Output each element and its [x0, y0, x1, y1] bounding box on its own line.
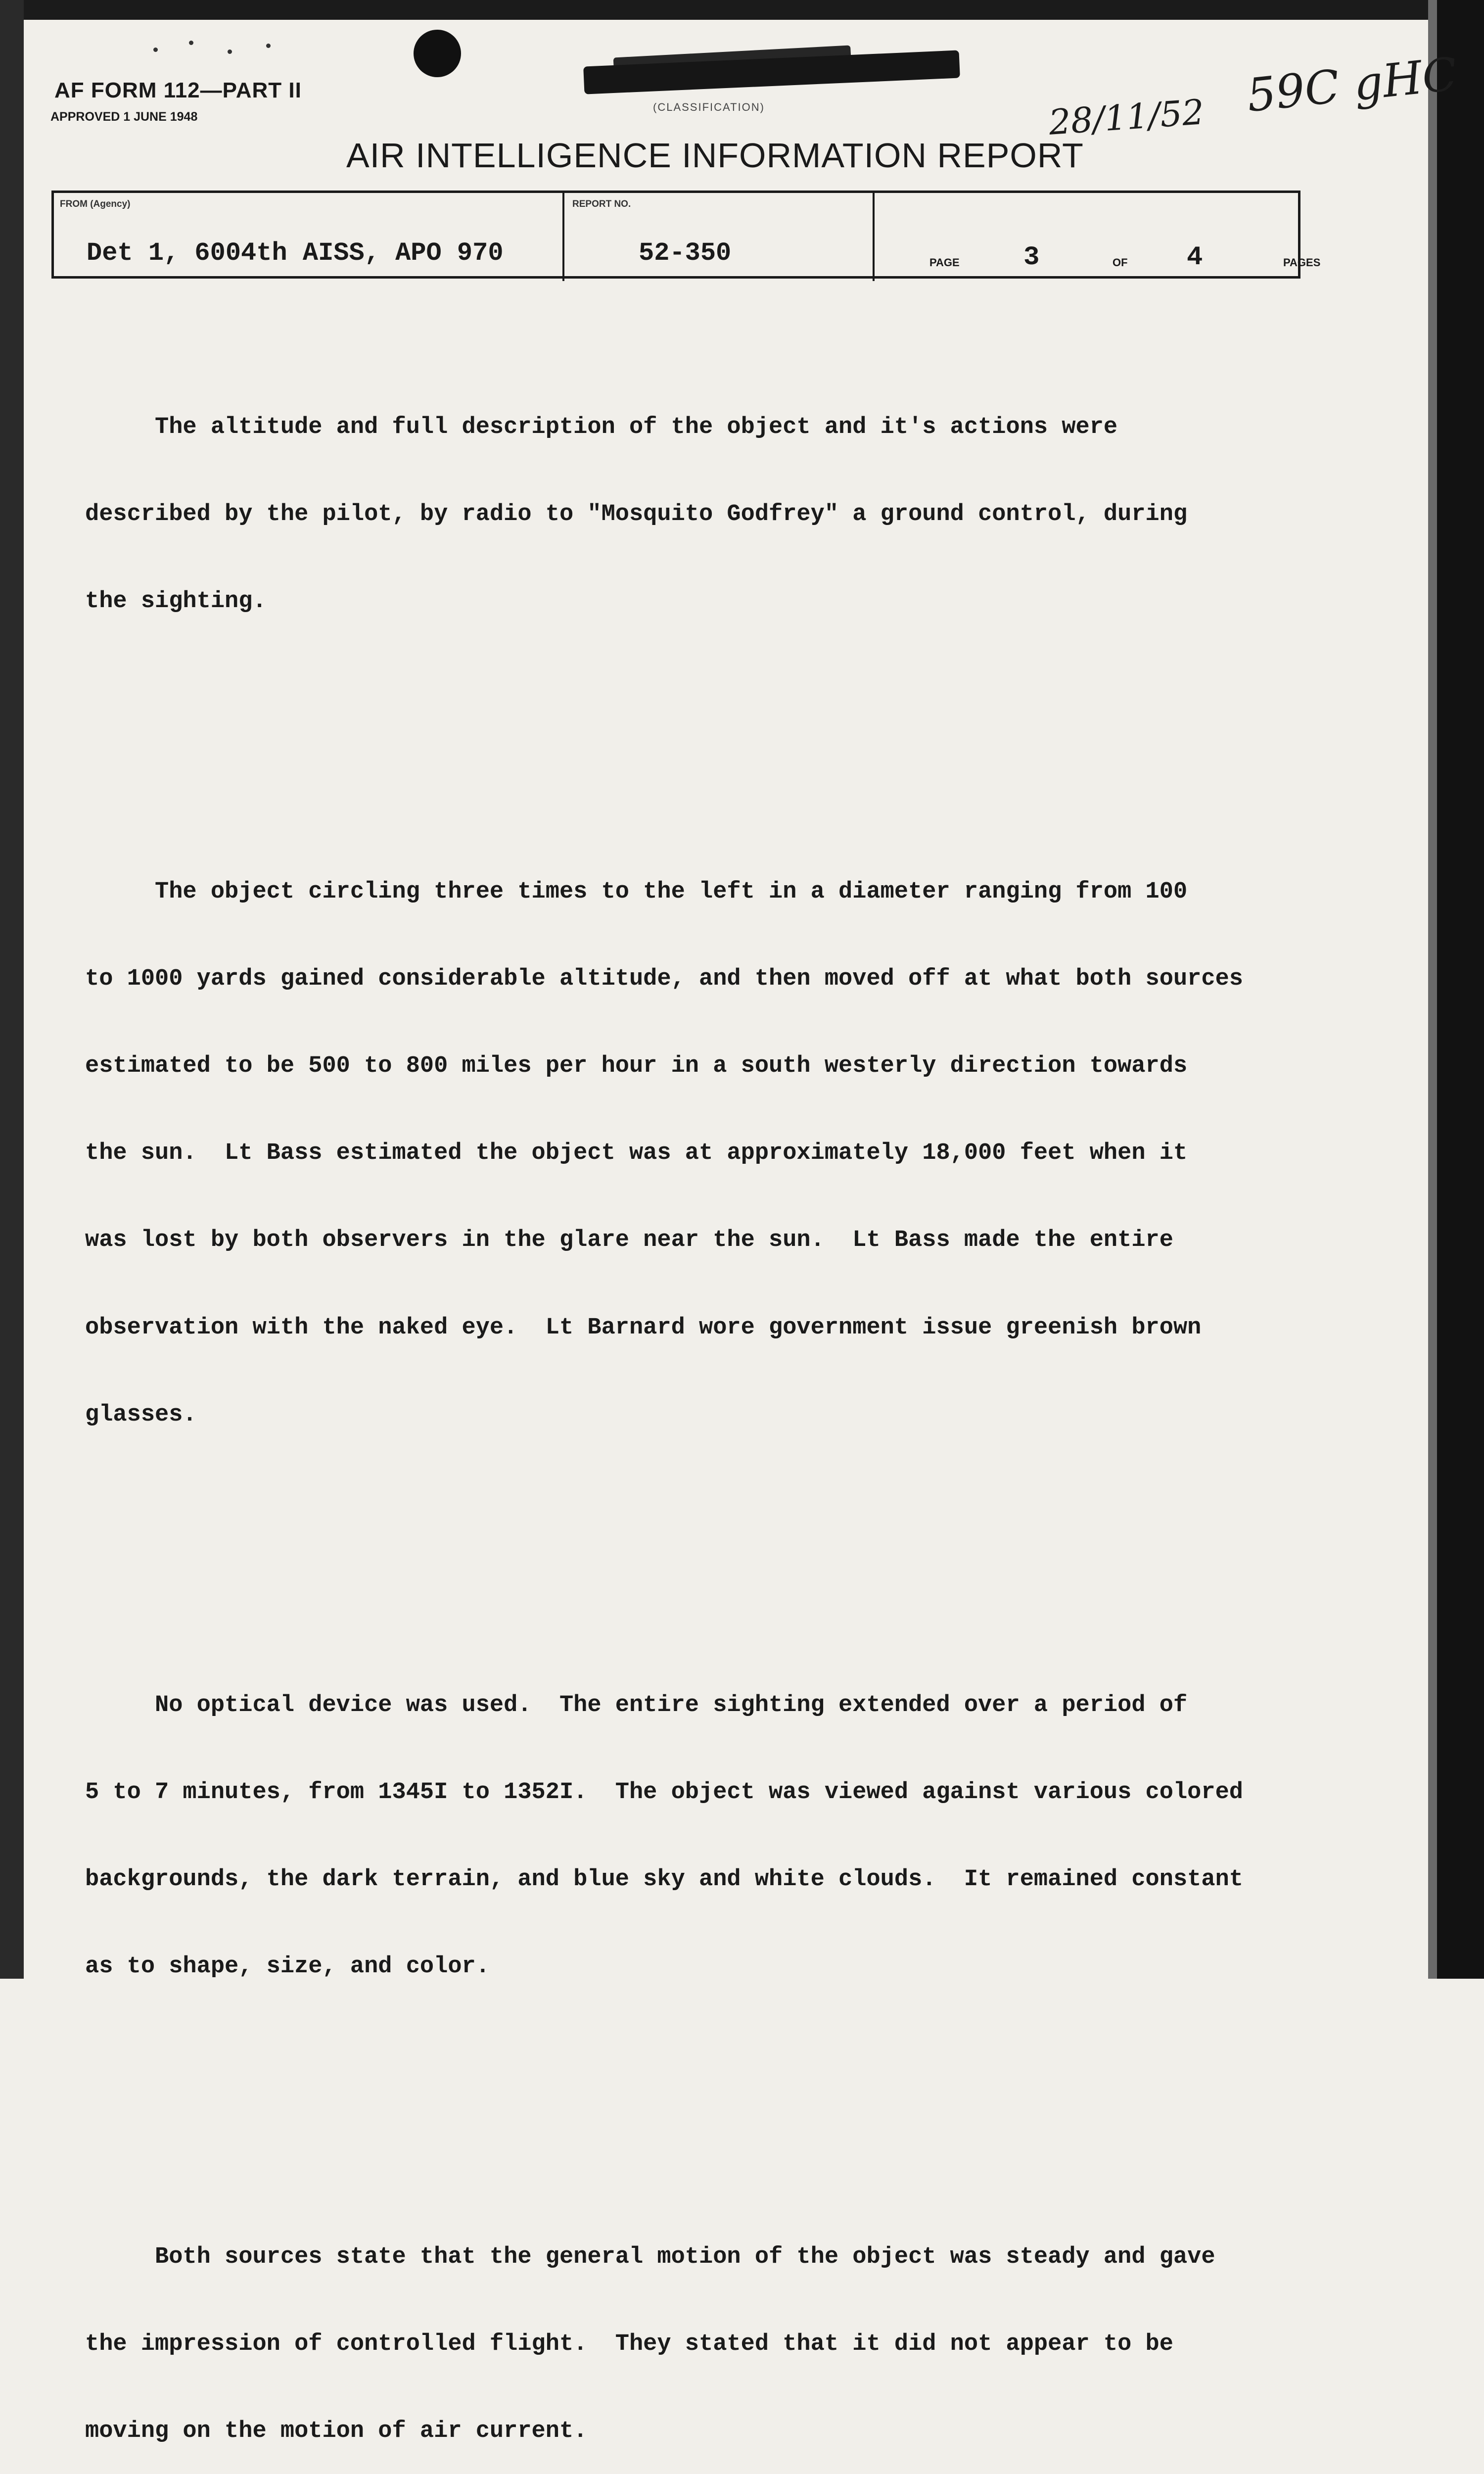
text-line: glasses.	[85, 1401, 197, 1428]
total-pages: 4	[1187, 242, 1203, 273]
report-body	[85, 297, 1322, 2474]
text-line: was lost by both observers in the glare near the sun. Lt Bass made the entire	[85, 1227, 1173, 1254]
from-value: Det 1, 6004th AISS, APO 970	[87, 238, 504, 268]
paragraph-general-motion	[85, 2185, 1322, 2474]
form-approved-date: APPROVED 1 JUNE 1948	[50, 110, 198, 124]
handwritten-file-mark: 59C gHC	[1244, 48, 1460, 122]
speck	[189, 41, 193, 45]
text-line: the sighting.	[85, 588, 267, 615]
report-no-label: REPORT NO.	[572, 199, 631, 209]
text-line: the sun. Lt Bass estimated the object was at approximately 18,000 feet when it	[85, 1140, 1188, 1167]
paragraph-object-circling	[85, 820, 1322, 1488]
handwritten-date: 28/11/52	[1047, 92, 1206, 143]
text-line: estimated to be 500 to 800 miles per hour in a south westerly direction towards	[85, 1053, 1188, 1080]
form-id: AF FORM 112—PART II	[54, 78, 302, 102]
text-line: described by the pilot, by radio to "Mosquito Godfrey" a ground control, during	[85, 501, 1188, 527]
speck	[153, 48, 158, 52]
page-label: PAGE	[929, 256, 960, 269]
scan-edge-top	[0, 0, 1484, 20]
scan-edge-right-inner	[1428, 0, 1437, 1979]
scan-edge-right	[1437, 0, 1484, 1979]
text-line: No optical device was used. The entire sighting extended over a period of	[85, 1692, 1188, 1718]
report-header-box	[51, 190, 1321, 279]
text-line: The altitude and full description of the object and it's actions were	[85, 414, 1118, 440]
punch-hole	[414, 30, 461, 77]
text-line: observation with the naked eye. Lt Barnard wore government issue greenish brown	[85, 1314, 1202, 1341]
page-number: 3	[1023, 242, 1040, 273]
scan-edge-left	[0, 0, 24, 1979]
header-divider	[562, 193, 564, 281]
text-line: to 1000 yards gained considerable altitude, and then moved off at what both sources	[85, 966, 1243, 993]
pages-label: PAGES	[1283, 256, 1321, 269]
text-line: moving on the motion of air current.	[85, 2418, 588, 2445]
text-line: The object circling three times to the left in a diameter ranging from 100	[85, 879, 1188, 905]
text-line: as to shape, size, and color.	[85, 1953, 490, 1980]
paragraph-altitude-description	[85, 355, 1322, 674]
from-label: FROM (Agency)	[60, 199, 131, 209]
header-divider	[873, 193, 875, 281]
report-no-value: 52-350	[639, 238, 732, 268]
text-line: Both sources state that the general motion of the object was steady and gave	[85, 2244, 1215, 2271]
classification-label: (CLASSIFICATION)	[653, 101, 765, 113]
report-title: AIR INTELLIGENCE INFORMATION REPORT	[346, 136, 1084, 175]
text-line: backgrounds, the dark terrain, and blue sky and white clouds. It remained constant	[85, 1866, 1243, 1893]
speck	[228, 49, 232, 54]
text-line: 5 to 7 minutes, from 1345I to 1352I. The object was viewed against various colored	[85, 1779, 1243, 1806]
text-line: the impression of controlled flight. They stated that it did not appear to be	[85, 2331, 1173, 2358]
of-label: OF	[1113, 256, 1128, 269]
speck	[266, 44, 271, 48]
